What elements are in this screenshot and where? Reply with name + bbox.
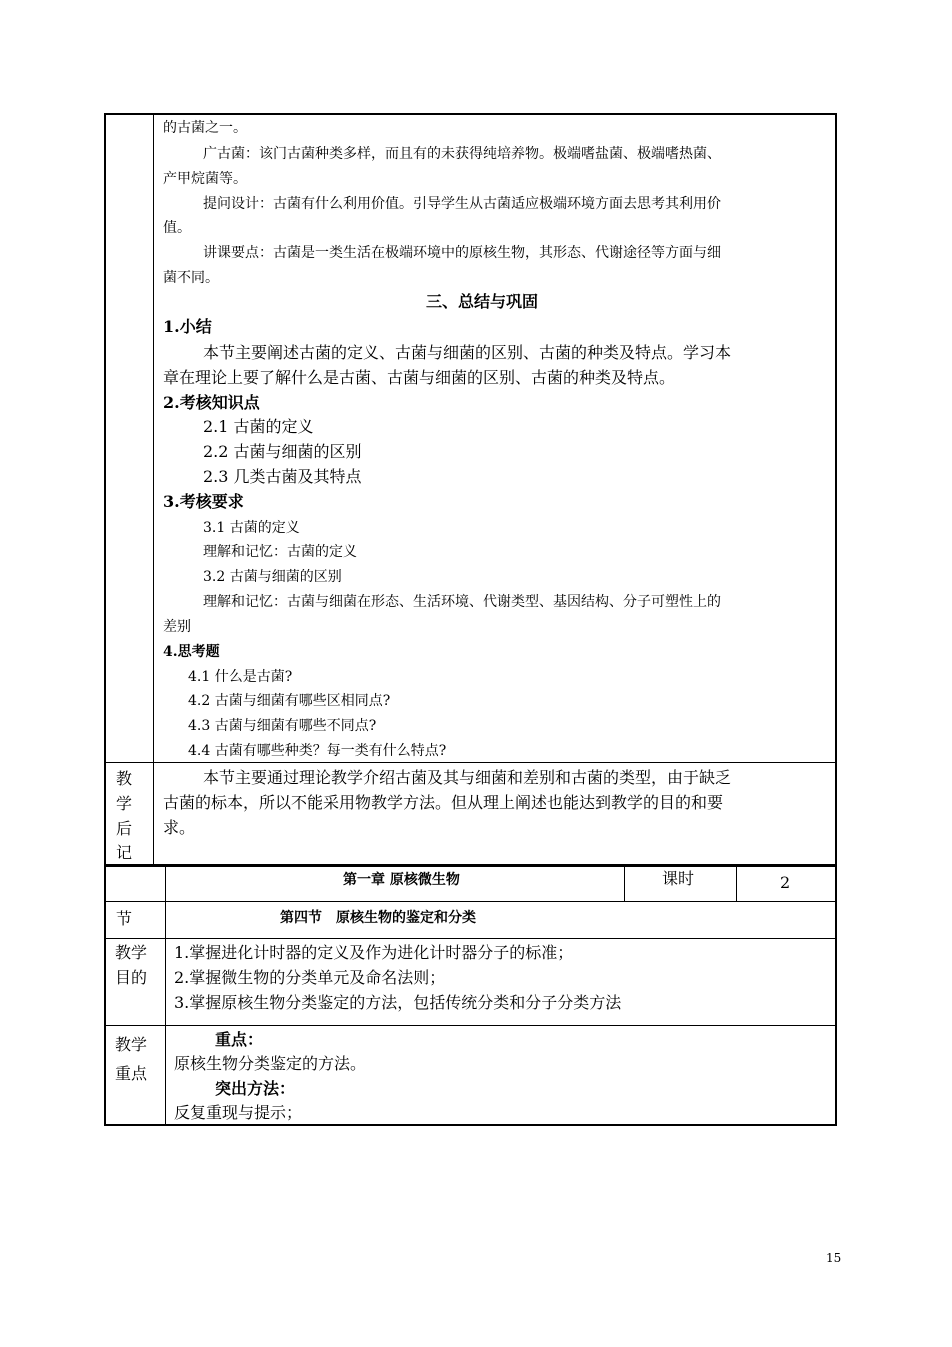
question-item: 4.2 古菌与细菌有哪些区相同点? (188, 693, 391, 709)
hours-label-divider (624, 865, 625, 902)
questions-heading: 4.思考题 (163, 644, 220, 660)
question-item: 4.4 古菌有哪些种类？每一类有什么特点? (188, 743, 447, 759)
requirement-item: 3.1 古菌的定义 (203, 520, 300, 536)
section-title: 三、总结与巩固 (426, 292, 539, 311)
text-line: 广古菌：该门古菌种类多样，而且有的未获得纯培养物。极端嗜盐菌、极端嗜热菌、 (203, 146, 721, 162)
point-item: 2.3 几类古菌及其特点 (203, 467, 362, 486)
text-line: 的古菌之一。 (163, 120, 247, 136)
upper-table-column-divider (153, 113, 154, 866)
postscript-label-char: 教 (116, 769, 133, 788)
points-heading: 2.考核知识点 (163, 393, 260, 412)
lower-row-divider (104, 901, 837, 902)
hours-value: 2 (780, 873, 791, 892)
text-line: 讲课要点：古菌是一类生活在极端环境中的原核生物，其形态、代谢途径等方面与细 (203, 245, 721, 261)
method-text: 反复重现与提示； (174, 1103, 303, 1122)
lower-row-divider (104, 938, 837, 939)
summary-text: 本节主要阐述古菌的定义、古菌与细菌的区别、古菌的种类及特点。学习本 (203, 343, 732, 362)
lower-row-divider (104, 1025, 837, 1026)
text-line: 提问设计：古菌有什么利用价值。引导学生从古菌适应极端环境方面去思考其利用价 (203, 196, 721, 212)
objectives-label: 教学 (115, 943, 148, 962)
question-item: 4.3 古菌与细菌有哪些不同点? (188, 718, 377, 734)
requirement-detail: 差别 (163, 619, 191, 635)
objective-item: 1.掌握进化计时器的定义及作为进化计时器分子的标准； (174, 943, 574, 962)
hours-value-divider (736, 865, 737, 902)
requirement-detail: 理解和记忆：古菌的定义 (203, 544, 357, 560)
objective-item: 2.掌握微生物的分类单元及命名法则； (174, 968, 446, 987)
question-item: 4.1 什么是古菌? (188, 669, 293, 685)
upper-table-row-divider (104, 762, 837, 763)
text-line: 值。 (163, 220, 191, 236)
objective-item: 3.掌握原核生物分类鉴定的方法，包括传统分类和分子分类方法 (174, 993, 622, 1012)
method-heading: 突出方法： (215, 1079, 296, 1098)
key-points-label: 重点 (115, 1064, 148, 1083)
key-points-label: 教学 (115, 1035, 148, 1054)
chapter-title: 第一章 原核微生物 (343, 872, 460, 888)
section-label: 节 (116, 909, 133, 928)
point-item: 2.1 古菌的定义 (203, 417, 314, 436)
postscript-label-char: 后 (116, 819, 133, 838)
page-number: 15 (826, 1251, 842, 1265)
section-heading: 第四节 原核生物的鉴定和分类 (280, 910, 476, 926)
postscript-text: 求。 (163, 818, 196, 837)
emphasis-text: 原核生物分类鉴定的方法。 (174, 1054, 367, 1073)
summary-heading: 1.小结 (163, 317, 212, 336)
postscript-text: 本节主要通过理论教学介绍古菌及其与细菌和差别和古菌的类型，由于缺乏 (203, 768, 732, 787)
requirement-item: 3.2 古菌与细菌的区别 (203, 569, 342, 585)
postscript-text: 古菌的标本，所以不能采用物教学方法。但从理上阐述也能达到教学的目的和要 (163, 793, 724, 812)
text-line: 菌不同。 (163, 270, 219, 286)
point-item: 2.2 古菌与细菌的区别 (203, 442, 362, 461)
objectives-label: 目的 (115, 968, 148, 987)
hours-label: 课时 (662, 869, 695, 888)
requirement-detail: 理解和记忆：古菌与细菌在形态、生活环境、代谢类型、基因结构、分子可塑性上的 (203, 594, 721, 610)
lower-table-column-divider (165, 865, 166, 1126)
summary-text: 章在理论上要了解什么是古菌、古菌与细菌的区别、古菌的种类及特点。 (163, 368, 676, 387)
requirements-heading: 3.考核要求 (163, 492, 244, 511)
postscript-label-char: 学 (116, 794, 133, 813)
emphasis-heading: 重点： (215, 1030, 264, 1049)
text-line: 产甲烷菌等。 (163, 171, 247, 187)
postscript-label-char: 记 (116, 843, 133, 862)
